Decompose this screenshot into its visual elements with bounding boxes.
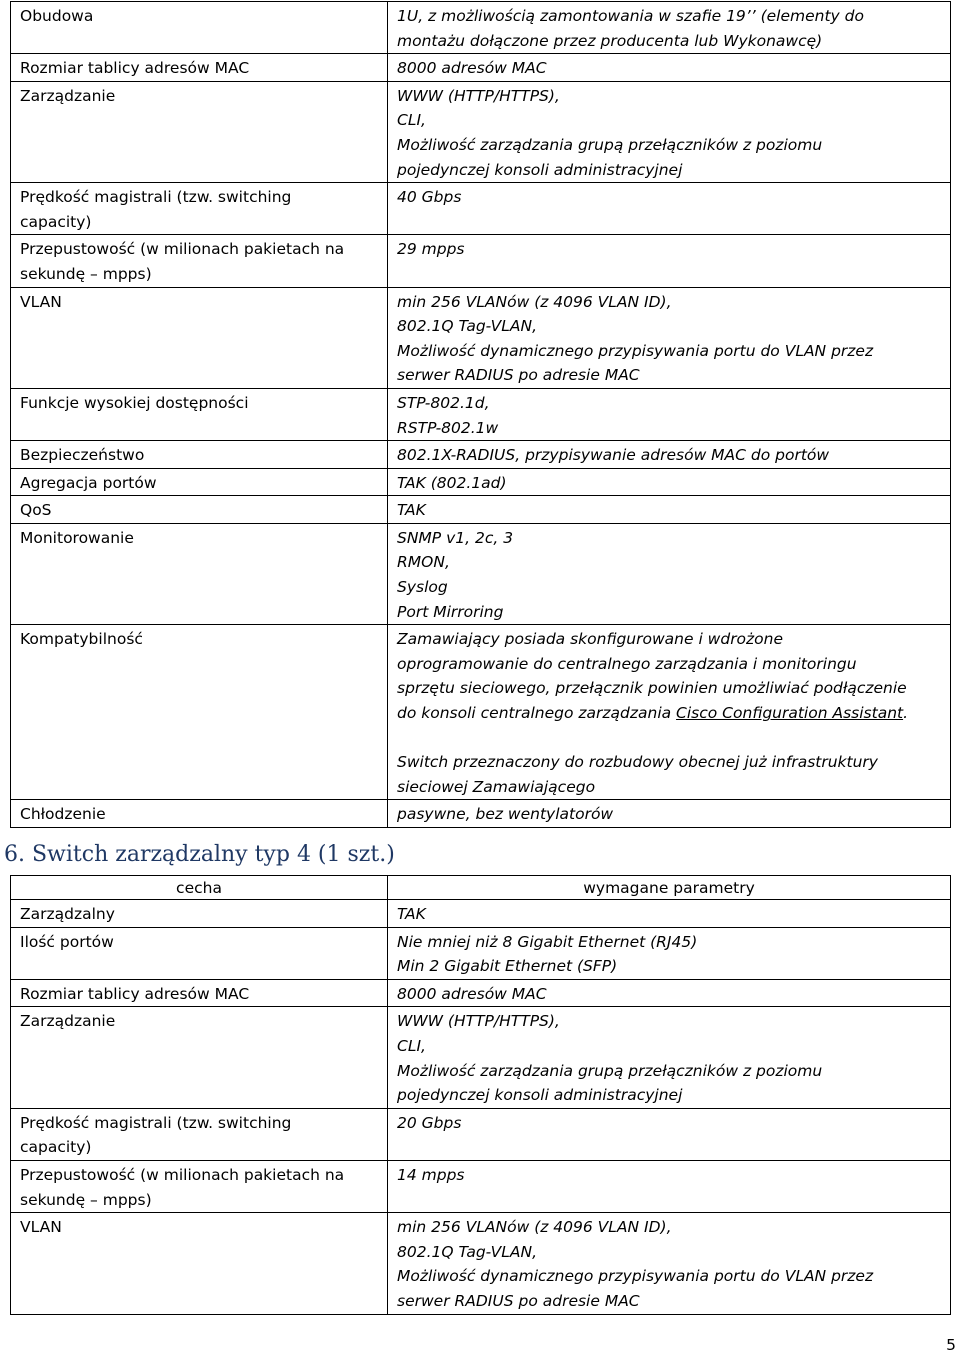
value-cell [388,1213,951,1314]
value-line: pasywne, bez wentylatorów [397,805,614,824]
spec-table-1-body [11,2,951,828]
link-prefix: do konsoli centralnego zarządzania [397,704,677,723]
value-cell [388,441,951,469]
value-cell [388,183,951,235]
feature-cell: Przepustowość (w milionach pakietach na sekundę – mpps) [11,235,388,287]
value-cell [388,927,951,979]
feature-cell: Chłodzenie [11,800,388,828]
table-row [11,979,951,1007]
value-line: RMON, [397,553,450,572]
feature-cell: Monitorowanie [11,523,388,624]
table-row [11,1007,951,1108]
value-cell [388,235,951,287]
value-line: 1U, z możliwością zamontowania w szafie 19’’ (elementy do [397,7,864,25]
spec-table-2 [10,875,951,1315]
table-row [11,496,951,524]
value-line: 802.1Q Tag-VLAN, [397,317,538,336]
value-cell [388,81,951,182]
value-line: 29 mpps [397,240,465,259]
value-line: Możliwość dynamicznego przypisywania portu do VLAN przez [397,341,874,360]
link-suffix: . [903,704,909,723]
table-row [11,388,951,440]
value-line: 802.1Q Tag-VLAN, [397,1242,538,1261]
feature-cell: Zarządzalny [11,900,388,928]
feature-cell: Rozmiar tablicy adresów MAC [11,979,388,1007]
header-row [11,876,951,900]
value-line: serwer RADIUS po adresie MAC [397,1291,640,1310]
value-cell [388,979,951,1007]
table-row [11,625,951,800]
value-line: 8000 adresów MAC [397,984,547,1003]
table-row [11,1160,951,1212]
table-row [11,800,951,828]
value-line: Możliwość zarządzania grupą przełączników z poziomu [397,135,823,154]
section-title: 6. Switch zarządzalny typ 4 (1 szt.) [4,842,395,867]
spec-table-1 [10,1,951,828]
value-line: Zamawiający posiada skonfigurowane i wdrożone [397,630,784,649]
value-cell [388,900,951,928]
table-row [11,441,951,469]
feature-cell: Funkcje wysokiej dostępności [11,388,388,440]
table-row [11,468,951,496]
table-row [11,81,951,182]
value-line: 40 Gbps [397,188,462,207]
value-line: Port Mirroring [397,602,504,621]
value-cell [388,1007,951,1108]
value-cell [388,388,951,440]
value-line: 8000 adresów MAC [397,59,547,78]
column-header-parameters: wymagane parametry [388,876,951,900]
value-line: CLI, [397,111,426,130]
feature-cell: Prędkość magistrali (tzw. switching capacity) [11,183,388,235]
feature-cell: Agregacja portów [11,468,388,496]
feature-cell: Bezpieczeństwo [11,441,388,469]
value-line: Możliwość dynamicznego przypisywania portu do VLAN przez [397,1267,874,1286]
feature-cell: Zarządzanie [11,81,388,182]
value-line: pojedynczej konsoli administracyjnej [397,160,683,179]
value-line: Min 2 Gigabit Ethernet (SFP) [397,957,618,976]
value-line: Nie mniej niż 8 Gigabit Ethernet (RJ45) [397,932,698,951]
feature-cell: Ilość portów [11,927,388,979]
feature-cell: Obudowa [11,2,388,54]
value-cell [388,496,951,524]
value-line: CLI, [397,1036,426,1055]
table-row [11,927,951,979]
value-cell [388,54,951,82]
feature-cell: VLAN [11,287,388,388]
feature-cell: QoS [11,496,388,524]
feature-cell: VLAN [11,1213,388,1314]
cisco-configuration-assistant-link[interactable]: Cisco Configuration Assistant [676,704,904,723]
value-line: SNMP v1, 2c, 3 [397,528,514,547]
value-cell [388,2,951,54]
spec-table-2-head [11,876,951,900]
table-row [11,1108,951,1160]
value-line: 20 Gbps [397,1113,462,1132]
value-cell [388,287,951,388]
table-row [11,2,951,54]
value-cell [388,1108,951,1160]
feature-cell: Rozmiar tablicy adresów MAC [11,54,388,82]
page-number: 5 [946,1336,956,1354]
value-cell [388,523,951,624]
paragraph-gap [397,726,942,751]
value-line: Syslog [397,578,448,597]
value-cell [388,468,951,496]
table-row [11,523,951,624]
feature-cell: Zarządzanie [11,1007,388,1108]
value-line: min 256 VLANów (z 4096 VLAN ID), [397,1218,672,1237]
value-line: sprzętu sieciowego, przełącznik powinien umożliwiać podłączenie [397,679,907,698]
spec-table-2-body [11,900,951,1315]
value-line: 14 mpps [397,1165,465,1184]
value-line [397,701,942,726]
value-line: WWW (HTTP/HTTPS), [397,86,560,105]
value-line: serwer RADIUS po adresie MAC [397,366,640,385]
table-row [11,183,951,235]
value-line: pojedynczej konsoli administracyjnej [397,1086,683,1105]
value-line: STP-802.1d, [397,393,490,412]
table-row [11,287,951,388]
table-row [11,900,951,928]
value-line: 802.1X-RADIUS, przypisywanie adresów MAC do portów [397,446,830,465]
value-line: oprogramowanie do centralnego zarządzania i monitoringu [397,654,857,673]
table-row [11,235,951,287]
value-cell [388,1160,951,1212]
value-cell [388,800,951,828]
feature-cell: Kompatybilność [11,625,388,800]
value-line: montażu dołączone przez producenta lub Wykonawcę) [397,31,823,50]
feature-cell: Prędkość magistrali (tzw. switching capacity) [11,1108,388,1160]
value-line: min 256 VLANów (z 4096 VLAN ID), [397,292,672,311]
table-row [11,54,951,82]
value-line: Możliwość zarządzania grupą przełączników z poziomu [397,1061,823,1080]
feature-cell: Przepustowość (w milionach pakietach na sekundę – mpps) [11,1160,388,1212]
value-line: RSTP-802.1w [397,418,499,437]
value-line: WWW (HTTP/HTTPS), [397,1012,560,1031]
value-line: sieciowej Zamawiającego [397,777,596,796]
table-row [11,1213,951,1314]
value-cell [388,625,951,800]
value-line: TAK (802.1ad) [397,473,507,492]
value-line: TAK [397,905,426,923]
value-line: TAK [397,501,426,520]
column-header-feature: cecha [11,876,388,900]
value-line: Switch przeznaczony do rozbudowy obecnej już infrastruktury [397,753,878,772]
